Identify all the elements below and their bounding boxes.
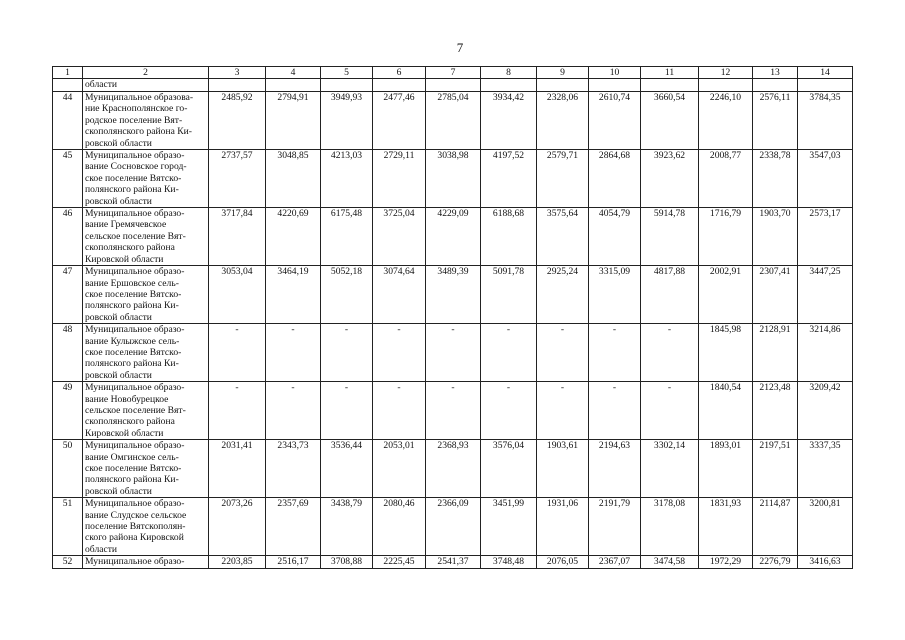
value-cell: 3178,08 [641, 498, 699, 556]
column-number: 13 [753, 67, 798, 79]
value-cell: 3053,04 [209, 266, 266, 324]
value-cell: 3451,99 [481, 498, 537, 556]
table-row [53, 382, 853, 440]
value-cell: - [537, 382, 589, 440]
municipality-name: Муниципальное образо- вание Омгинское сель- ское поселение Вятско- полянского района Ки- ровской области [83, 440, 209, 498]
row-number: 46 [53, 208, 83, 266]
column-number: 11 [641, 67, 699, 79]
column-number: 14 [798, 67, 853, 79]
data-table [52, 66, 853, 569]
value-cell: - [589, 324, 641, 382]
value-cell: 2073,26 [209, 498, 266, 556]
value-cell: 3536,44 [321, 440, 373, 498]
value-cell: - [373, 324, 426, 382]
value-cell: 2343,73 [266, 440, 321, 498]
municipality-name: Муниципальное образо- вание Новобурецкое сельское поселение Вят- скополянского района Кировской области [83, 382, 209, 440]
value-cell: 4213,03 [321, 150, 373, 208]
value-cell: 2366,09 [426, 498, 481, 556]
value-cell: 2338,78 [753, 150, 798, 208]
value-cell: 2729,11 [373, 150, 426, 208]
value-cell: 2477,46 [373, 92, 426, 150]
value-cell: 2485,92 [209, 92, 266, 150]
value-cell: 3784,35 [798, 92, 853, 150]
value-cell: 4817,88 [641, 266, 699, 324]
value-cell: 1931,06 [537, 498, 589, 556]
value-cell: 2076,05 [537, 556, 589, 568]
value-cell: - [481, 382, 537, 440]
value-cell: 1831,93 [699, 498, 753, 556]
column-number: 6 [373, 67, 426, 79]
table-cell [798, 79, 853, 92]
column-number-row [53, 67, 853, 79]
value-cell: 3038,98 [426, 150, 481, 208]
value-cell: 6188,68 [481, 208, 537, 266]
row-number: 49 [53, 382, 83, 440]
row-number: 48 [53, 324, 83, 382]
value-cell: 2191,79 [589, 498, 641, 556]
value-cell: 2541,37 [426, 556, 481, 568]
value-cell: 2002,91 [699, 266, 753, 324]
value-cell: 3923,62 [641, 150, 699, 208]
value-cell: 6175,48 [321, 208, 373, 266]
value-cell: 2573,17 [798, 208, 853, 266]
value-cell: 5052,18 [321, 266, 373, 324]
value-cell: - [373, 382, 426, 440]
value-cell: 3048,85 [266, 150, 321, 208]
table-row [53, 92, 853, 150]
value-cell: 3725,04 [373, 208, 426, 266]
value-cell: 3074,64 [373, 266, 426, 324]
value-cell: 3416,63 [798, 556, 853, 568]
value-cell: 4197,52 [481, 150, 537, 208]
value-cell: 5091,78 [481, 266, 537, 324]
municipality-name: Муниципальное образо- вание Кулыжское сель- ское поселение Вятско- полянского района Ки- ровской области [83, 324, 209, 382]
table-cell [641, 79, 699, 92]
municipality-name: Муниципальное образо- [83, 556, 209, 568]
value-cell: 2008,77 [699, 150, 753, 208]
value-cell: 3214,86 [798, 324, 853, 382]
value-cell: - [209, 382, 266, 440]
value-cell: 2197,51 [753, 440, 798, 498]
value-cell: 3315,09 [589, 266, 641, 324]
value-cell: - [426, 324, 481, 382]
value-cell: 2128,91 [753, 324, 798, 382]
value-cell: 2925,24 [537, 266, 589, 324]
value-cell: 3949,93 [321, 92, 373, 150]
table-cell [209, 79, 266, 92]
value-cell: 3464,19 [266, 266, 321, 324]
value-cell: - [321, 382, 373, 440]
table-cell [589, 79, 641, 92]
value-cell: 2864,68 [589, 150, 641, 208]
table-row [53, 266, 853, 324]
continuation-text: области [83, 79, 209, 92]
column-number: 8 [481, 67, 537, 79]
page-number: 7 [456, 40, 464, 55]
value-cell: - [589, 382, 641, 440]
value-cell: 1903,70 [753, 208, 798, 266]
value-cell: 3474,58 [641, 556, 699, 568]
column-number: 2 [83, 67, 209, 79]
municipality-name: Муниципальное образова- ние Краснополянское го- родское поселение Вят- скополянского района Ки- ровской области [83, 92, 209, 150]
value-cell: - [321, 324, 373, 382]
column-number: 12 [699, 67, 753, 79]
row-number: 50 [53, 440, 83, 498]
table-cell [481, 79, 537, 92]
column-number: 7 [426, 67, 481, 79]
municipality-name: Муниципальное образо- вание Ершовское сель- ское поселение Вятско- полянского района Ки- ровской области [83, 266, 209, 324]
value-cell: - [266, 324, 321, 382]
value-cell: 1903,61 [537, 440, 589, 498]
value-cell: 3717,84 [209, 208, 266, 266]
municipality-name: Муниципальное образо- вание Гремячевское сельское поселение Вят- скополянского района Кировской области [83, 208, 209, 266]
value-cell: 2203,85 [209, 556, 266, 568]
municipality-name: Муниципальное образо- вание Сосновское город- ское поселение Вятско- полянского района Ки- ровской области [83, 150, 209, 208]
value-cell: 2194,63 [589, 440, 641, 498]
value-cell: 5914,78 [641, 208, 699, 266]
table-row [53, 440, 853, 498]
value-cell: 2225,45 [373, 556, 426, 568]
value-cell: 2114,87 [753, 498, 798, 556]
row-number: 45 [53, 150, 83, 208]
value-cell: 3748,48 [481, 556, 537, 568]
value-cell: 3438,79 [321, 498, 373, 556]
table-row [53, 150, 853, 208]
value-cell: 2794,91 [266, 92, 321, 150]
value-cell: 2579,71 [537, 150, 589, 208]
value-cell: 3934,42 [481, 92, 537, 150]
value-cell: 3447,25 [798, 266, 853, 324]
value-cell: 4229,09 [426, 208, 481, 266]
value-cell: 2785,04 [426, 92, 481, 150]
row-number: 51 [53, 498, 83, 556]
value-cell: 4220,69 [266, 208, 321, 266]
table-cell [426, 79, 481, 92]
row-number: 47 [53, 266, 83, 324]
value-cell: 2246,10 [699, 92, 753, 150]
value-cell: - [481, 324, 537, 382]
value-cell: 2576,11 [753, 92, 798, 150]
value-cell: 2328,06 [537, 92, 589, 150]
table-cell [321, 79, 373, 92]
column-number: 3 [209, 67, 266, 79]
municipality-name: Муниципальное образо- вание Слудское сельское поселение Вятскополян- ского района Кировской области [83, 498, 209, 556]
value-cell: - [209, 324, 266, 382]
table-cell [53, 79, 83, 92]
value-cell: 2357,69 [266, 498, 321, 556]
value-cell: - [537, 324, 589, 382]
value-cell: - [426, 382, 481, 440]
column-number: 4 [266, 67, 321, 79]
value-cell: 3489,39 [426, 266, 481, 324]
table-row [53, 324, 853, 382]
value-cell: 3575,64 [537, 208, 589, 266]
table-cell [699, 79, 753, 92]
table-row [53, 556, 853, 568]
continuation-row [53, 79, 853, 92]
table-cell [373, 79, 426, 92]
table-row [53, 208, 853, 266]
table-cell [266, 79, 321, 92]
value-cell: 1840,54 [699, 382, 753, 440]
value-cell: 1972,29 [699, 556, 753, 568]
column-number: 5 [321, 67, 373, 79]
value-cell: 2307,41 [753, 266, 798, 324]
column-number: 1 [53, 67, 83, 79]
row-number: 44 [53, 92, 83, 150]
value-cell: 3708,88 [321, 556, 373, 568]
value-cell: 3337,35 [798, 440, 853, 498]
value-cell: 2276,79 [753, 556, 798, 568]
value-cell: 2368,93 [426, 440, 481, 498]
value-cell: 2737,57 [209, 150, 266, 208]
value-cell: 2367,07 [589, 556, 641, 568]
value-cell: 3200,81 [798, 498, 853, 556]
column-number: 9 [537, 67, 589, 79]
value-cell: 2610,74 [589, 92, 641, 150]
value-cell: - [641, 324, 699, 382]
value-cell: 2123,48 [753, 382, 798, 440]
value-cell: - [266, 382, 321, 440]
value-cell: 3302,14 [641, 440, 699, 498]
column-number: 10 [589, 67, 641, 79]
table-cell [537, 79, 589, 92]
value-cell: 2031,41 [209, 440, 266, 498]
table-cell [753, 79, 798, 92]
value-cell: 1716,79 [699, 208, 753, 266]
value-cell: 3576,04 [481, 440, 537, 498]
value-cell: 3547,03 [798, 150, 853, 208]
value-cell: - [641, 382, 699, 440]
table-row [53, 498, 853, 556]
value-cell: 1845,98 [699, 324, 753, 382]
value-cell: 4054,79 [589, 208, 641, 266]
row-number: 52 [53, 556, 83, 568]
value-cell: 2053,01 [373, 440, 426, 498]
value-cell: 2080,46 [373, 498, 426, 556]
value-cell: 3660,54 [641, 92, 699, 150]
value-cell: 3209,42 [798, 382, 853, 440]
value-cell: 1893,01 [699, 440, 753, 498]
value-cell: 2516,17 [266, 556, 321, 568]
